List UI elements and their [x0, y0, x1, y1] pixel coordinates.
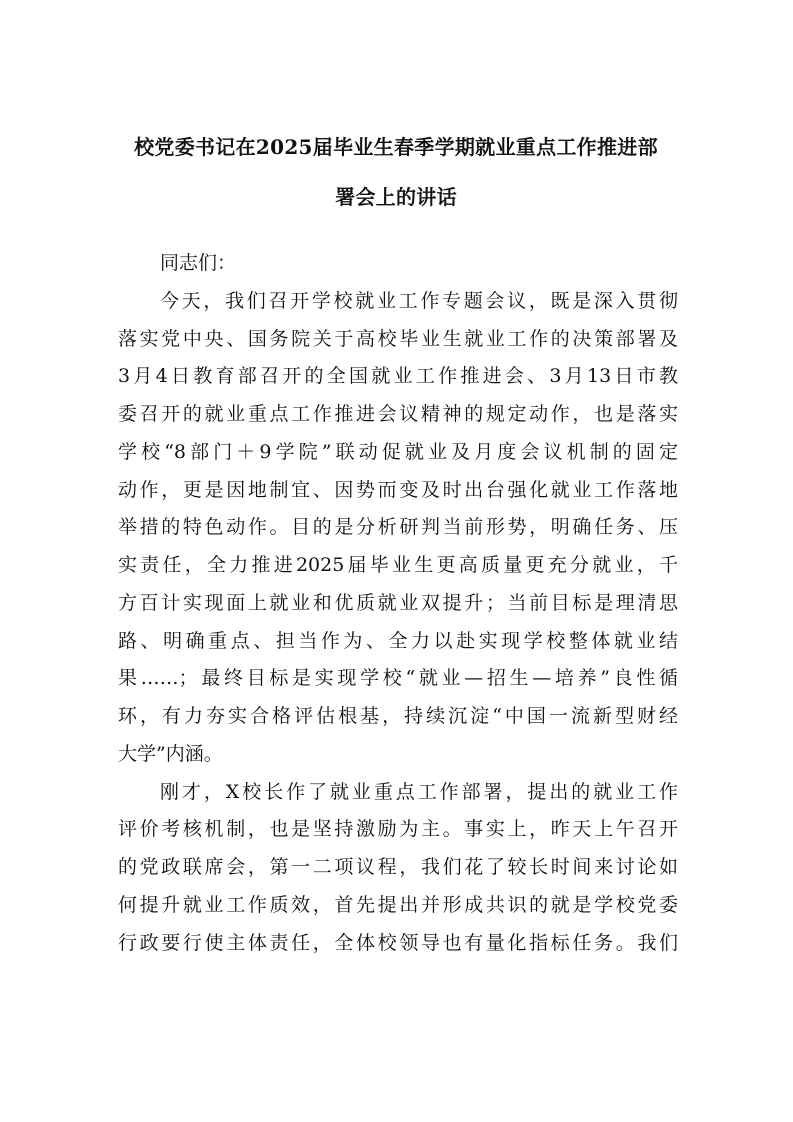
paragraph-line: 今天，我们召开学校就业工作专题会议，既是深入贯彻 [160, 289, 678, 312]
paragraph-line: 路、明确重点、担当作为、全力以赴实现学校整体就业结 [118, 629, 678, 652]
paragraph-line: 动作，更是因地制宜、因势而变及时出台强化就业工作落地 [118, 478, 678, 501]
paragraph-line: 的党政联席会，第一二项议程，我们花了较长时间来讨论如 [118, 856, 678, 878]
paragraph-line: 环，有力夯实合格评估根基，持续沉淀“中国一流新型财经 [118, 705, 678, 727]
paragraph-line: 落实党中央、国务院关于高校毕业生就业工作的决策部署及 [118, 327, 678, 350]
paragraph-line: 刚才，X校长作了就业重点工作部署，提出的就业工作 [160, 780, 678, 803]
paragraph-line: 大学”内涵。 [118, 742, 223, 765]
document-title-line-2: 署会上的讲话 [335, 185, 457, 209]
paragraph-line: 方百计实现面上就业和优质就业双提升；当前目标是理清思 [118, 591, 678, 614]
document-title-line-1: 校党委书记在2025届毕业生春季学期就业重点工作推进部 [134, 135, 658, 159]
paragraph-line: 果……；最终目标是实现学校“就业—招生—培养”良性循 [118, 667, 678, 690]
paragraph-line: 评价考核机制，也是坚持激励为主。事实上，昨天上午召开 [118, 818, 678, 841]
paragraph-line: 行政要行使主体责任，全体校领导也有量化指标任务。我们 [118, 931, 678, 954]
document-body [118, 245, 678, 962]
salutation: 同志们： [160, 252, 237, 274]
paragraph-line: 何提升就业工作质效，首先提出并形成共识的就是学校党委 [118, 893, 678, 916]
paragraph-line: 学校“8部门＋9学院”联动促就业及月度会议机制的固定 [118, 440, 678, 463]
paragraph-line: 实责任，全力推进2025届毕业生更高质量更充分就业，千 [118, 554, 678, 576]
paragraph-line: 3月4日教育部召开的全国就业工作推进会、3月13日市教 [118, 365, 678, 388]
paragraph-line: 举措的特色动作。目的是分析研判当前形势，明确任务、压 [118, 516, 678, 539]
paragraph-line: 委召开的就业重点工作推进会议精神的规定动作，也是落实 [118, 403, 678, 425]
